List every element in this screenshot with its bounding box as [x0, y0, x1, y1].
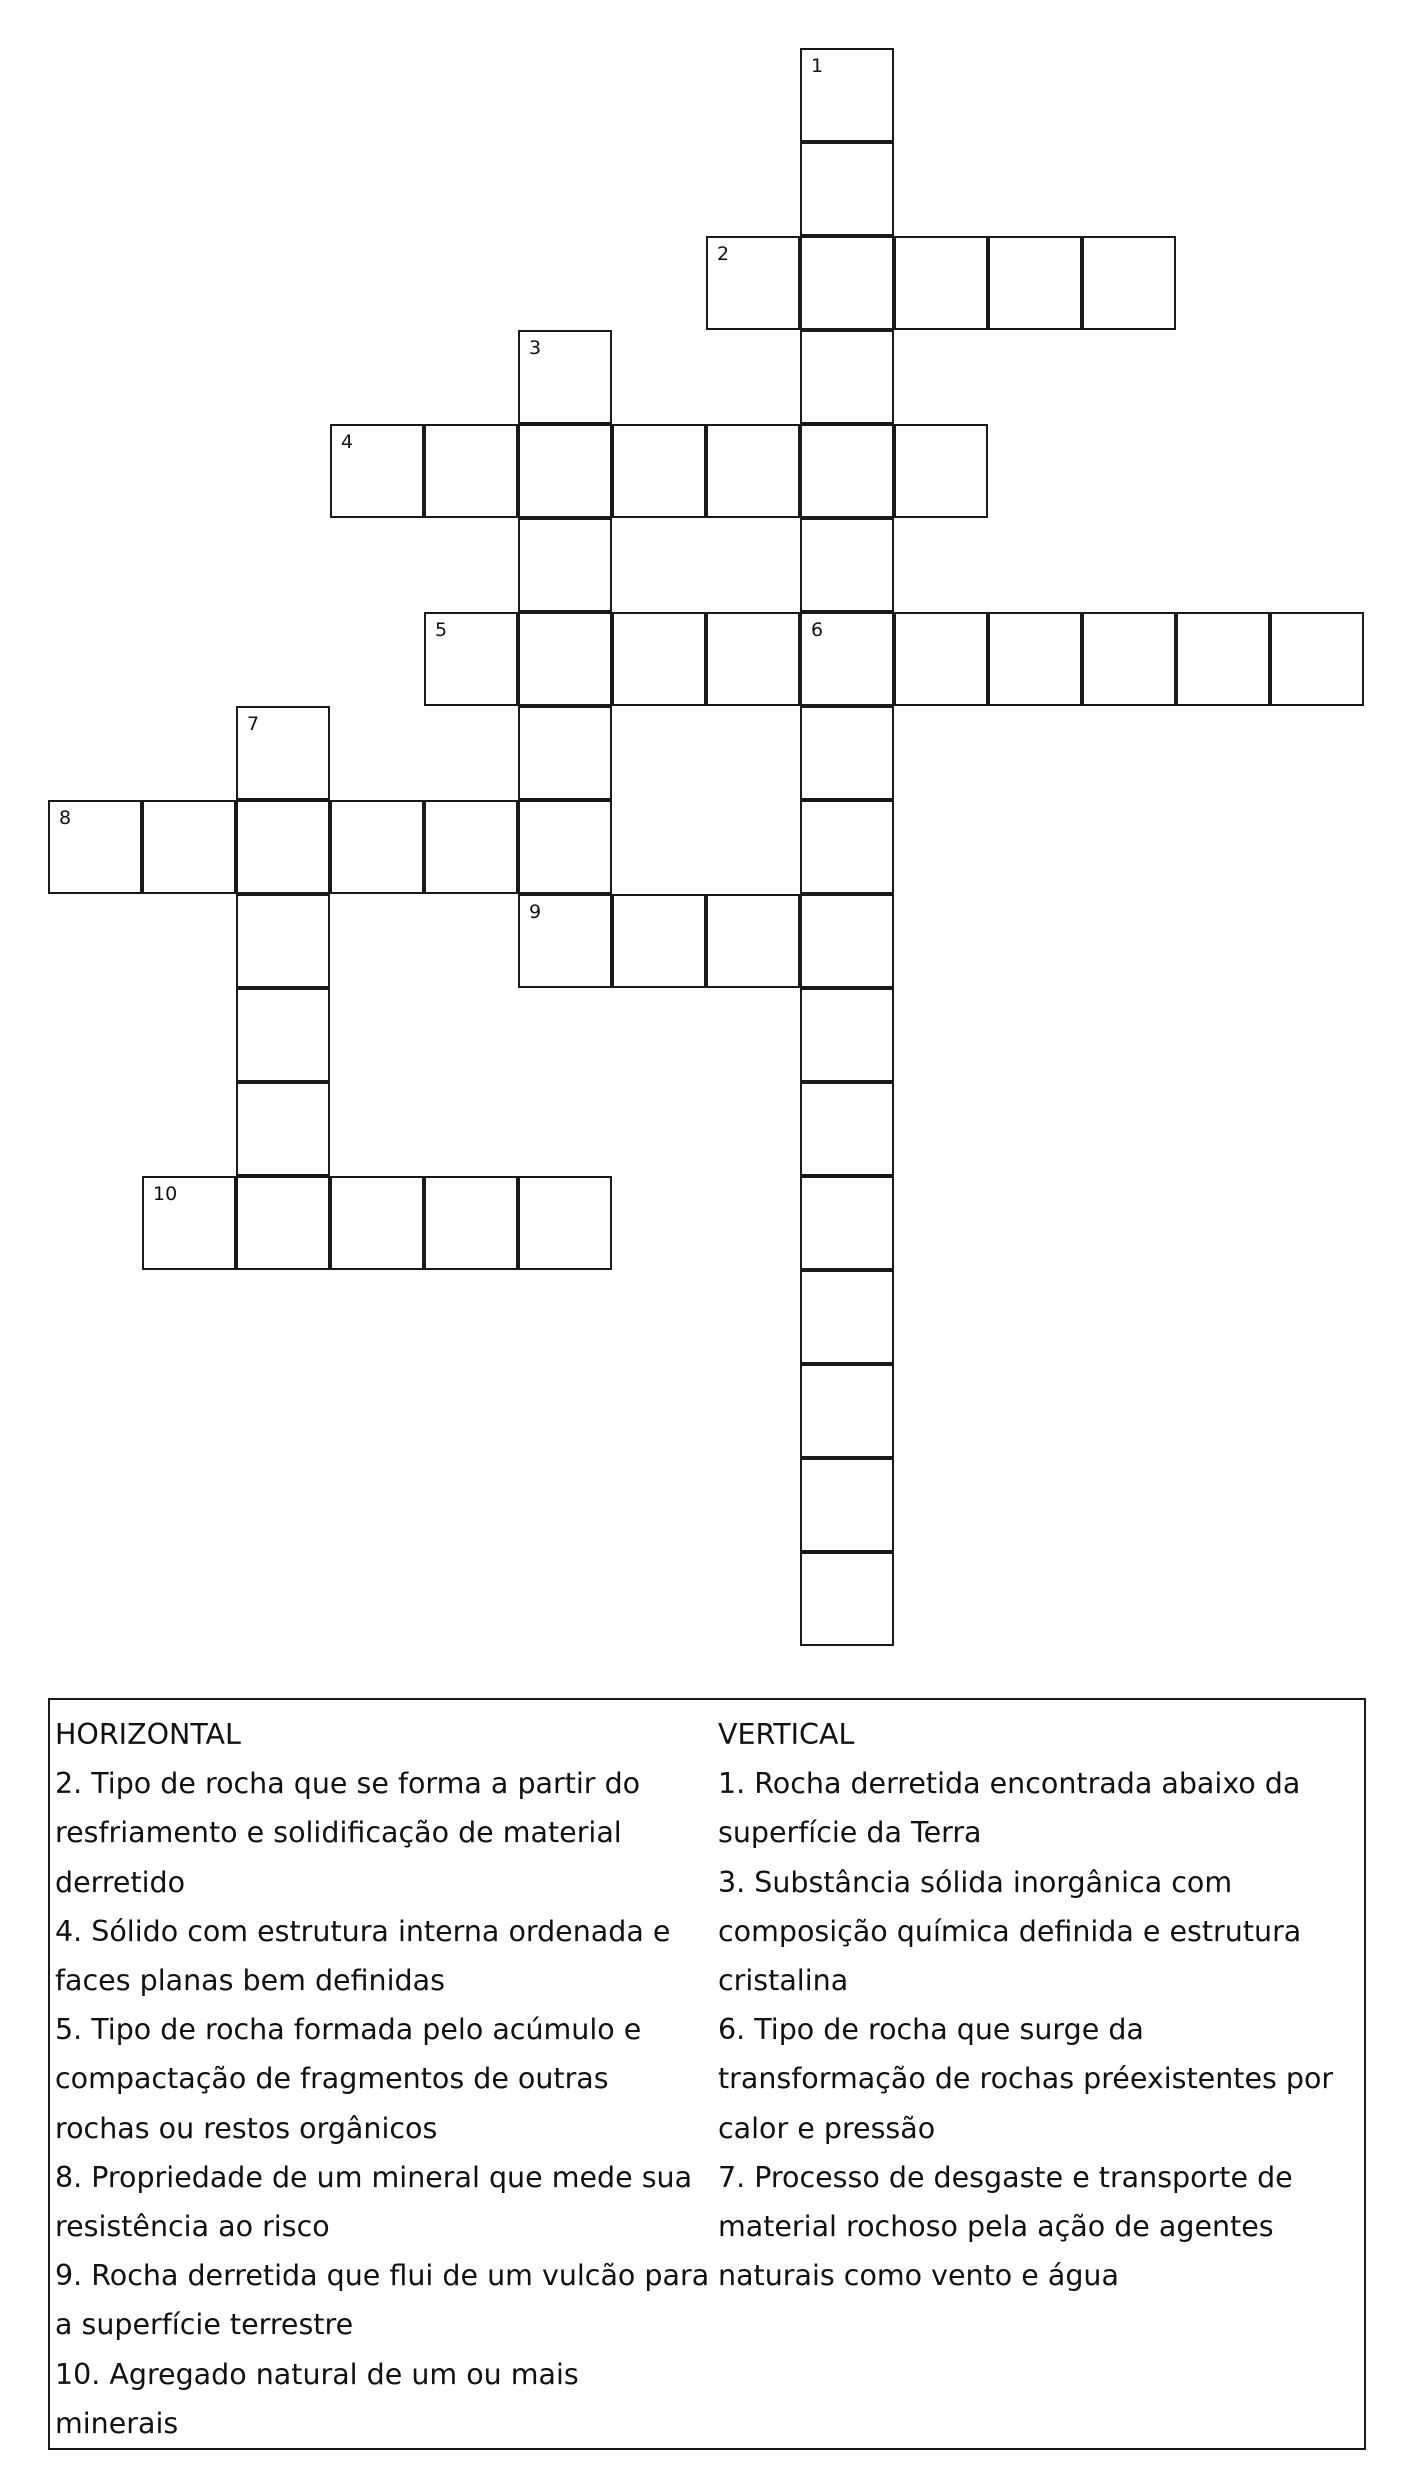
grid-cell[interactable] [706, 894, 800, 988]
clue-number: 10 [153, 1183, 178, 1205]
clue-vertical-6: 6. Tipo de rocha que surge da transformação de rochas préexistentes por calor e pressão [718, 2013, 1334, 2145]
vertical-clues [718, 1710, 1358, 2300]
clue-vertical-1: 1. Rocha derretida encontrada abaixo da superfície da Terra [718, 1767, 1301, 1850]
grid-cell[interactable] [800, 236, 894, 330]
grid-cell[interactable] [424, 424, 518, 518]
grid-cell[interactable] [706, 612, 800, 706]
grid-cell[interactable] [48, 800, 142, 894]
grid-cell[interactable] [518, 612, 612, 706]
grid-cell[interactable] [236, 1082, 330, 1176]
grid-cell[interactable] [894, 612, 988, 706]
clue-vertical-7: 7. Processo de desgaste e transporte de material rochoso pela ação de agentes naturais como vento e água [718, 2160, 1293, 2293]
grid-cell[interactable] [800, 330, 894, 424]
horizontal-clues [55, 1710, 710, 2448]
grid-cell[interactable] [612, 424, 706, 518]
grid-cell[interactable] [518, 894, 612, 988]
grid-cell[interactable] [988, 612, 1082, 706]
grid-cell[interactable] [424, 800, 518, 894]
grid-cell[interactable] [142, 800, 236, 894]
grid-cell[interactable] [518, 424, 612, 518]
clue-horizontal-8: 8. Propriedade de um mineral que mede sua resistência ao risco [55, 2160, 693, 2244]
grid-cell[interactable] [330, 424, 424, 518]
grid-cell[interactable] [330, 800, 424, 894]
clue-number: 6 [811, 619, 824, 641]
grid-cell[interactable] [706, 424, 800, 518]
grid-cell[interactable] [894, 424, 988, 518]
grid-cell[interactable] [800, 48, 894, 142]
grid-cell[interactable] [800, 1176, 894, 1270]
grid-cell[interactable] [518, 518, 612, 612]
grid-cell[interactable] [518, 800, 612, 894]
grid-cell[interactable] [800, 518, 894, 612]
clue-number: 5 [435, 619, 448, 641]
grid-cell[interactable] [800, 612, 894, 706]
grid-cell[interactable] [706, 236, 800, 330]
grid-cell[interactable] [142, 1176, 236, 1270]
grid-cell[interactable] [236, 988, 330, 1082]
clue-number: 7 [247, 713, 260, 735]
clue-number: 3 [529, 337, 542, 359]
clue-number: 1 [811, 55, 824, 77]
grid-cell[interactable] [800, 1082, 894, 1176]
grid-cell[interactable] [424, 612, 518, 706]
clue-horizontal-9: 9. Rocha derretida que flui de um vulcão para a superfície terrestre [55, 2259, 710, 2342]
grid-cell[interactable] [1082, 612, 1176, 706]
grid-cell[interactable] [1082, 236, 1176, 330]
horizontal-heading: HORIZONTAL [55, 1718, 241, 1751]
grid-cell[interactable] [988, 236, 1082, 330]
grid-cell[interactable] [236, 706, 330, 800]
grid-cell[interactable] [330, 1176, 424, 1270]
grid-cell[interactable] [518, 330, 612, 424]
grid-cell[interactable] [236, 894, 330, 988]
grid-cell[interactable] [424, 1176, 518, 1270]
clue-horizontal-10: 10. Agregado natural de um ou mais minerais [55, 2357, 579, 2440]
grid-cell[interactable] [800, 988, 894, 1082]
clue-horizontal-4: 4. Sólido com estrutura interna ordenada e faces planas bem definidas [55, 1914, 671, 1998]
grid-cell[interactable] [1270, 612, 1364, 706]
clue-number: 2 [717, 243, 730, 265]
grid-cell[interactable] [1176, 612, 1270, 706]
grid-cell[interactable] [800, 1270, 894, 1364]
grid-cell[interactable] [800, 800, 894, 894]
clue-number: 4 [341, 431, 354, 453]
grid-cell[interactable] [518, 706, 612, 800]
clue-horizontal-2: 2. Tipo de rocha que se forma a partir do resfriamento e solidificação de material derretido [55, 1767, 641, 1899]
clue-box [48, 1698, 1366, 2450]
grid-cell[interactable] [236, 800, 330, 894]
grid-cell[interactable] [800, 1364, 894, 1458]
grid-cell[interactable] [800, 142, 894, 236]
clue-horizontal-5: 5. Tipo de rocha formada pelo acúmulo e compactação de fragmentos de outras rochas ou restos orgânicos [55, 2013, 642, 2145]
vertical-heading: VERTICAL [718, 1718, 855, 1751]
grid-cell[interactable] [800, 424, 894, 518]
grid-cell[interactable] [800, 1458, 894, 1552]
grid-cell[interactable] [518, 1176, 612, 1270]
grid-cell[interactable] [894, 236, 988, 330]
grid-cell[interactable] [800, 706, 894, 800]
clue-vertical-3: 3. Substância sólida inorgânica com composição química definida e estrutura cristalina [718, 1865, 1302, 1998]
grid-cell[interactable] [612, 894, 706, 988]
grid-cell[interactable] [800, 1552, 894, 1646]
clue-number: 9 [529, 901, 542, 923]
grid-cell[interactable] [236, 1176, 330, 1270]
grid-cell[interactable] [800, 894, 894, 988]
grid-cell[interactable] [612, 612, 706, 706]
clue-number: 8 [59, 807, 72, 829]
